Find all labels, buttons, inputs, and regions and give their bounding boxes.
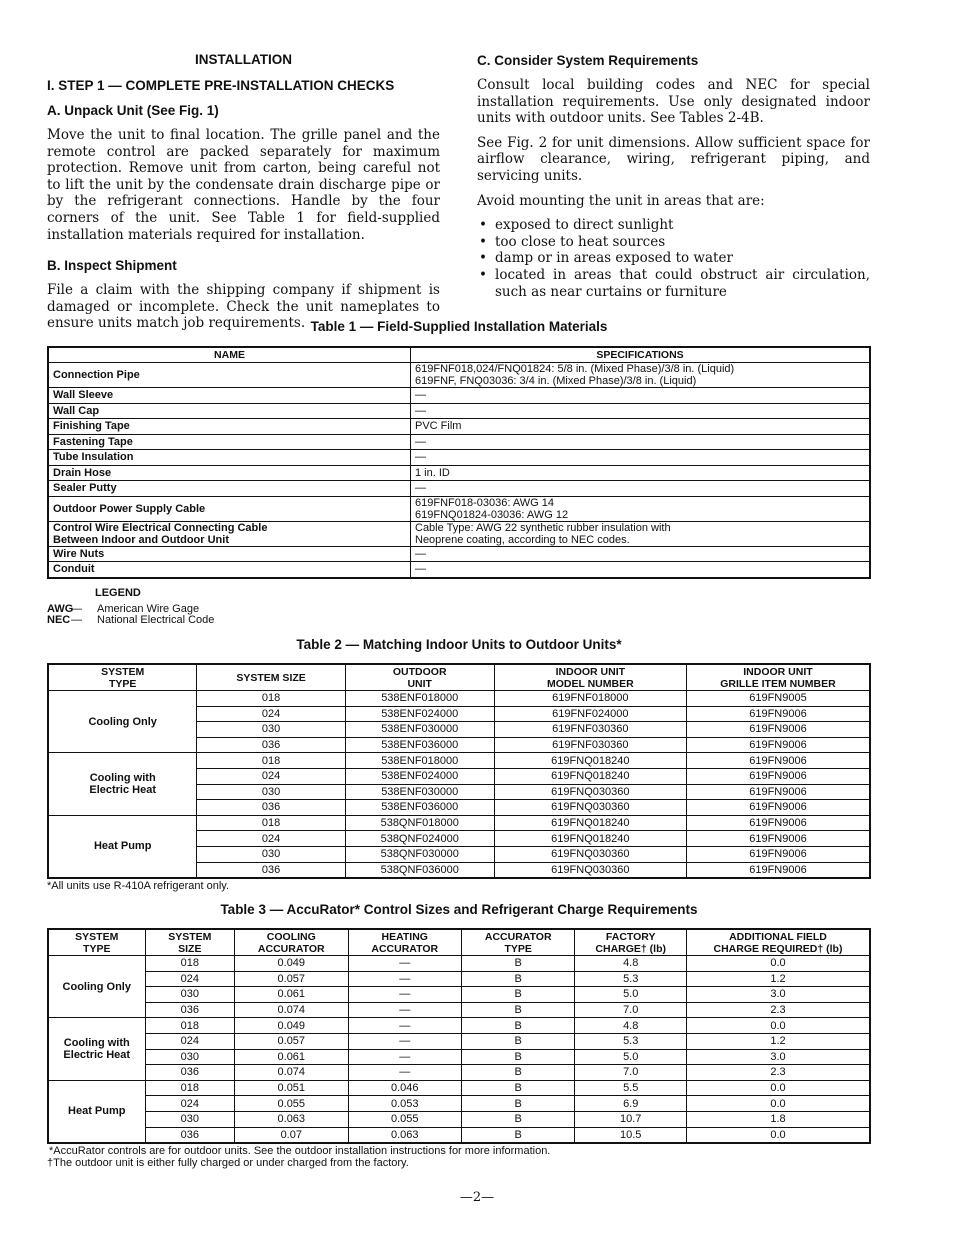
table2-data-cell: 538QNF024000 [345, 831, 494, 847]
table3-data-cell: 4.8 [575, 956, 687, 972]
table3-data-cell: 0.063 [235, 1111, 348, 1127]
table3-row [48, 1065, 870, 1081]
table1-name-cell: Finishing Tape [48, 419, 411, 435]
table3-data-cell: 5.5 [575, 1080, 687, 1096]
legend-desc: National Electrical Code [97, 614, 215, 626]
legend-desc: American Wire Gage [97, 602, 200, 615]
table1-spec-cell [411, 465, 871, 481]
table1-header-row [48, 347, 870, 363]
table3-data-cell: B [461, 1111, 574, 1127]
table2-data-cell: 619FNF018000 [494, 691, 686, 707]
avoid-list-item-text: too close to heat sources [495, 233, 666, 250]
table3-data-cell: 036 [145, 1002, 235, 1018]
consider-paragraph-2: See Fig. 2 for unit dimensions. Allow sufficient space for airflow clearance, wiring, refrigerant piping, and servicing units. [477, 134, 870, 184]
table2-data-cell: 619FNQ018240 [494, 753, 686, 769]
table1-row [48, 388, 870, 404]
avoid-list [477, 217, 870, 300]
table3-data-cell: 0.0 [686, 1096, 870, 1112]
table3-data-cell: 0.0 [686, 956, 870, 972]
table3-data-cell: 6.9 [575, 1096, 687, 1112]
table3-data-cell: B [461, 1096, 574, 1112]
table3-title: Table 3 — AccuRator* Control Sizes and Refrigerant Charge Requirements [220, 902, 698, 917]
legend-abbr: AWG [47, 602, 74, 615]
table2-footnote: *All units use R-410A refrigerant only. [47, 880, 229, 892]
table3-data-cell: — [348, 1049, 461, 1065]
table1-spec-line: 619FNF018-03036: AWG 14 [415, 496, 555, 509]
table2-header-cell: INDOOR UNIT GRILLE ITEM NUMBER [686, 664, 870, 691]
table2-data-cell: 619FNQ030360 [494, 862, 686, 878]
table1-row [48, 363, 870, 388]
table3-row [48, 1018, 870, 1034]
table3-data-cell: 0.061 [235, 987, 348, 1003]
table2-data-cell: 619FNQ018240 [494, 831, 686, 847]
table3-data-cell: 0.046 [348, 1080, 461, 1096]
table2 [47, 663, 871, 879]
table3-data-cell: 5.3 [575, 1033, 687, 1049]
table3-system-type-cell: Cooling Only [48, 956, 145, 1018]
table1-row [48, 434, 870, 450]
table2-data-cell: 619FNF030360 [494, 722, 686, 738]
table1-name-cell: Outdoor Power Supply Cable [48, 496, 411, 521]
table3-data-cell: 0.051 [235, 1080, 348, 1096]
avoid-list-item [477, 267, 870, 300]
table2-data-cell: 538QNF036000 [345, 862, 494, 878]
bullet-icon: • [479, 233, 487, 250]
table3-data-cell: 036 [145, 1065, 235, 1081]
legend-abbr: NEC [47, 614, 71, 626]
installation-heading: INSTALLATION [195, 52, 292, 67]
legend-dash: — [71, 614, 82, 626]
table3-row [48, 1002, 870, 1018]
table3-header-cell: SYSTEM SIZE [145, 929, 235, 956]
table3-data-cell: 3.0 [686, 987, 870, 1003]
table2-data-cell: 538ENF018000 [345, 691, 494, 707]
consider-heading: C. Consider System Requirements [477, 53, 699, 68]
bullet-icon: • [479, 217, 487, 234]
table2-data-cell: 036 [197, 737, 345, 753]
consider-paragraph-1: Consult local building codes and NEC for special installation requirements. Use only designated indoor units with outdoor units. See Tables 2-4B. [477, 77, 870, 127]
consider-paragraph-3: Avoid mounting the unit in areas that are: [477, 192, 765, 209]
table2-header-row [48, 664, 870, 691]
table3-row [48, 1080, 870, 1096]
table2-data-cell: 619FN9006 [686, 706, 870, 722]
table3-data-cell: 3.0 [686, 1049, 870, 1065]
table3-footnote-2: †The outdoor unit is either fully charged or under charged from the factory. [47, 1157, 409, 1169]
table3-data-cell: 0.055 [235, 1096, 348, 1112]
table2-data-cell: 619FNF024000 [494, 706, 686, 722]
table3-data-cell: B [461, 1002, 574, 1018]
table1-spec-line: PVC Film [415, 420, 462, 433]
table1-name-cell: Drain Hose [48, 465, 411, 481]
table3-data-cell: 030 [145, 1049, 235, 1065]
table3-data-cell: 024 [145, 971, 235, 987]
table1-spec-line: 619FNQ01824-03036: AWG 12 [415, 508, 569, 521]
table1-name-cell: Sealer Putty [48, 481, 411, 497]
table3-row [48, 1033, 870, 1049]
table2-data-cell: 619FN9006 [686, 722, 870, 738]
table2-data-cell: 538ENF036000 [345, 800, 494, 816]
table1-spec-cell [411, 481, 871, 497]
table3-row [48, 1111, 870, 1127]
table3-data-cell: B [461, 1080, 574, 1096]
avoid-list-item [477, 217, 870, 234]
table2-data-cell: 619FNQ030360 [494, 784, 686, 800]
table1-row [48, 481, 870, 497]
table3-data-cell: 0.063 [348, 1127, 461, 1143]
table3-data-cell: — [348, 1065, 461, 1081]
table1-spec-cell [411, 434, 871, 450]
table2-header-cell: INDOOR UNIT MODEL NUMBER [494, 664, 686, 691]
table2-data-cell: 619FN9006 [686, 737, 870, 753]
table3-data-cell: — [348, 987, 461, 1003]
table2-data-cell: 619FN9006 [686, 768, 870, 784]
unpack-paragraph: Move the unit to final location. The grille panel and the remote control are packed separately for maximum protection. Remove unit from carton, being careful not to lift the unit by the condensate drain discharge pipe or by the refrigerant connections. Handle by the four corners of the unit. See Table 1 for field-supplied installation materials required for installation. [47, 127, 440, 243]
table3-row [48, 1127, 870, 1143]
table3-data-cell: 0.055 [348, 1111, 461, 1127]
inspect-paragraph: File a claim with the shipping company if shipment is damaged or incomplete. Check the unit nameplates to ensure units match job requirements. [47, 282, 440, 332]
table2-data-cell: 024 [197, 706, 345, 722]
table1-row [48, 465, 870, 481]
table1-spec-line: — [415, 435, 426, 448]
table3-data-cell: 0.061 [235, 1049, 348, 1065]
table1-spec-line: — [415, 404, 426, 417]
table1-spec-line: 1 in. ID [415, 466, 450, 479]
table3-data-cell: B [461, 971, 574, 987]
table2-system-type-cell: Cooling Only [48, 691, 197, 753]
table2-data-cell: 036 [197, 800, 345, 816]
left-column [47, 50, 440, 340]
table3-data-cell: 030 [145, 987, 235, 1003]
table1-name-cell: Connection Pipe [48, 363, 411, 388]
table3-data-cell: B [461, 956, 574, 972]
table1-header-name: NAME [48, 347, 411, 363]
table3-data-cell: — [348, 1018, 461, 1034]
table1-spec-cell [411, 388, 871, 404]
table3-data-cell: 1.8 [686, 1111, 870, 1127]
table1-spec-cell [411, 562, 871, 578]
table2-data-cell: 619FNQ030360 [494, 800, 686, 816]
table3-row [48, 987, 870, 1003]
avoid-list-item [477, 234, 870, 251]
table3-data-cell: 018 [145, 1018, 235, 1034]
table3-data-cell: 2.3 [686, 1065, 870, 1081]
bullet-icon: • [479, 266, 487, 283]
table3-data-cell: 0.0 [686, 1080, 870, 1096]
table2-system-type-cell: Cooling with Electric Heat [48, 753, 197, 815]
table1-name-cell: Conduit [48, 562, 411, 578]
avoid-list-item-text: exposed to direct sunlight [495, 217, 674, 234]
table1-name-cell: Tube Insulation [48, 450, 411, 466]
table2-data-cell: 030 [197, 846, 345, 862]
table3-data-cell: 0.049 [235, 1018, 348, 1034]
table3-row [48, 971, 870, 987]
table2-data-cell: 030 [197, 784, 345, 800]
table2-data-cell: 619FNQ018240 [494, 815, 686, 831]
table3-header-cell: FACTORY CHARGE† (lb) [575, 929, 687, 956]
table1-title: Table 1 — Field-Supplied Installation Materials [310, 319, 608, 334]
table1-row [48, 450, 870, 466]
table2-data-cell: 018 [197, 815, 345, 831]
table1-name-cell: Wire Nuts [48, 546, 411, 562]
table2-data-cell: 619FN9006 [686, 800, 870, 816]
table3-data-cell: — [348, 956, 461, 972]
table3-header-cell: SYSTEM TYPE [48, 929, 145, 956]
table3-data-cell: B [461, 1127, 574, 1143]
table1-row [48, 403, 870, 419]
table2-row [48, 753, 870, 769]
table3-data-cell: 5.3 [575, 971, 687, 987]
table3-data-cell: 0.07 [235, 1127, 348, 1143]
table1-spec-line: 619FNF, FNQ03036: 3/4 in. (Mixed Phase)/3/8 in. (Liquid) [415, 375, 697, 387]
table1-spec-line: — [415, 451, 426, 464]
table2-data-cell: 619FNQ030360 [494, 846, 686, 862]
table3-data-cell: 5.0 [575, 987, 687, 1003]
avoid-list-item-text: damp or in areas exposed to water [495, 250, 733, 267]
table3-data-cell: B [461, 1033, 574, 1049]
bullet-icon: • [479, 250, 487, 267]
table3-data-cell: 0.0 [686, 1018, 870, 1034]
table3-data-cell: — [348, 1002, 461, 1018]
table3-data-cell: 1.2 [686, 1033, 870, 1049]
table2-data-cell: 538ENF018000 [345, 753, 494, 769]
table2-data-cell: 619FNF030360 [494, 737, 686, 753]
table2-header-cell: OUTDOOR UNIT [345, 664, 494, 691]
table1 [47, 346, 871, 579]
table3-data-cell: 030 [145, 1111, 235, 1127]
table3-system-type-cell: Cooling with Electric Heat [48, 1018, 145, 1080]
table1-spec-cell [411, 496, 871, 521]
table1-spec-line: — [415, 547, 426, 560]
table3-data-cell: 1.2 [686, 971, 870, 987]
table1-spec-cell [411, 363, 871, 388]
table2-data-cell: 018 [197, 691, 345, 707]
table2-data-cell: 538ENF036000 [345, 737, 494, 753]
table3-header-cell: HEATING ACCURATOR [348, 929, 461, 956]
legend [47, 588, 214, 627]
page-number: —2— [459, 1190, 495, 1205]
table2-data-cell: 538QNF030000 [345, 846, 494, 862]
table2-data-cell: 538ENF030000 [345, 784, 494, 800]
step1-heading: I. STEP 1 — COMPLETE PRE-INSTALLATION CHECKS [47, 78, 395, 93]
inspect-heading: B. Inspect Shipment [47, 258, 177, 274]
table3-data-cell: 2.3 [686, 1002, 870, 1018]
table3-header-cell: ACCURATOR TYPE [461, 929, 574, 956]
avoid-list-item-text: located in areas that could obstruct air circulation, such as near curtains or furniture [495, 266, 870, 300]
table3-data-cell: 4.8 [575, 1018, 687, 1034]
table2-system-type-cell: Heat Pump [48, 815, 197, 878]
table3-data-cell: 10.7 [575, 1111, 687, 1127]
table1-name-cell: Wall Cap [48, 403, 411, 419]
table2-data-cell: 619FN9006 [686, 831, 870, 847]
table2-data-cell: 538QNF018000 [345, 815, 494, 831]
table2-header-cell: SYSTEM TYPE [48, 664, 197, 691]
table1-row [48, 521, 870, 546]
table2-header-cell: SYSTEM SIZE [197, 664, 345, 691]
table2-data-cell: 024 [197, 831, 345, 847]
table1-name-cell: Wall Sleeve [48, 388, 411, 404]
table3-row [48, 1096, 870, 1112]
table3-data-cell: 5.0 [575, 1049, 687, 1065]
table2-data-cell: 036 [197, 862, 345, 878]
table3-data-cell: 024 [145, 1033, 235, 1049]
table3-data-cell: 036 [145, 1127, 235, 1143]
right-column [477, 50, 870, 300]
table2-data-cell: 619FN9006 [686, 815, 870, 831]
table1-header-specs: SPECIFICATIONS [411, 347, 871, 363]
table1-spec-line: — [415, 482, 426, 495]
table3-data-cell: 0.074 [235, 1002, 348, 1018]
avoid-list-item [477, 250, 870, 267]
table2-data-cell: 619FN9006 [686, 784, 870, 800]
table2-data-cell: 619FN9005 [686, 691, 870, 707]
table3-data-cell: 0.074 [235, 1065, 348, 1081]
table3-header-row [48, 929, 870, 956]
table3-data-cell: 0.0 [686, 1127, 870, 1143]
table2-row [48, 815, 870, 831]
table1-spec-cell [411, 419, 871, 435]
table3-row [48, 956, 870, 972]
legend-item [47, 615, 214, 627]
unpack-heading: A. Unpack Unit (See Fig. 1) [47, 103, 219, 118]
table1-spec-cell [411, 450, 871, 466]
table3-footnote-1: *AccuRator controls are for outdoor units. See the outdoor installation instructions for more information. [49, 1145, 551, 1157]
table2-data-cell: 538ENF024000 [345, 768, 494, 784]
table3-data-cell: 0.057 [235, 971, 348, 987]
table2-data-cell: 538ENF024000 [345, 706, 494, 722]
table3-data-cell: B [461, 1018, 574, 1034]
table2-title: Table 2 — Matching Indoor Units to Outdoor Units* [296, 637, 622, 652]
table3-system-type-cell: Heat Pump [48, 1080, 145, 1143]
table3-data-cell: 018 [145, 956, 235, 972]
legend-dash: — [71, 602, 82, 615]
table1-spec-line: 619FNF018,024/FNQ01824: 5/8 in. (Mixed Phase)/3/8 in. (Liquid) [415, 363, 735, 375]
table2-data-cell: 030 [197, 722, 345, 738]
table3-data-cell: B [461, 1049, 574, 1065]
table1-row [48, 496, 870, 521]
table3-data-cell: 0.057 [235, 1033, 348, 1049]
table3-data-cell: B [461, 1065, 574, 1081]
table3-data-cell: 0.049 [235, 956, 348, 972]
legend-title: LEGEND [95, 587, 141, 599]
table2-data-cell: 619FN9006 [686, 846, 870, 862]
table1-spec-cell [411, 546, 871, 562]
table2-data-cell: 538ENF030000 [345, 722, 494, 738]
table1-spec-line: Neoprene coating, according to NEC codes. [415, 533, 630, 546]
table1-spec-line: — [415, 389, 426, 402]
table2-data-cell: 018 [197, 753, 345, 769]
table3-header-cell: ADDITIONAL FIELD CHARGE REQUIRED† (lb) [686, 929, 870, 956]
table3-data-cell: 7.0 [575, 1065, 687, 1081]
table1-row [48, 562, 870, 578]
table3-data-cell: 0.053 [348, 1096, 461, 1112]
table1-spec-cell [411, 521, 871, 546]
table3-header-cell: COOLING ACCURATOR [235, 929, 348, 956]
table3-row [48, 1049, 870, 1065]
table3-data-cell: — [348, 971, 461, 987]
table2-data-cell: 619FN9006 [686, 753, 870, 769]
table3 [47, 928, 871, 1144]
table1-row [48, 419, 870, 435]
table2-data-cell: 619FNQ018240 [494, 768, 686, 784]
table2-row [48, 691, 870, 707]
table3-data-cell: — [348, 1033, 461, 1049]
table3-data-cell: 024 [145, 1096, 235, 1112]
table1-spec-line: Cable Type: AWG 22 synthetic rubber insulation with [415, 521, 671, 534]
table2-data-cell: 619FN9006 [686, 862, 870, 878]
table1-row [48, 546, 870, 562]
table3-data-cell: 10.5 [575, 1127, 687, 1143]
table2-data-cell: 024 [197, 768, 345, 784]
table1-spec-cell [411, 403, 871, 419]
table3-data-cell: 7.0 [575, 1002, 687, 1018]
table1-name-cell: Fastening Tape [48, 434, 411, 450]
table3-data-cell: B [461, 987, 574, 1003]
table1-name-cell: Control Wire Electrical Connecting Cable Between Indoor and Outdoor Unit [48, 521, 411, 546]
table3-data-cell: 018 [145, 1080, 235, 1096]
table1-spec-line: — [415, 563, 426, 576]
